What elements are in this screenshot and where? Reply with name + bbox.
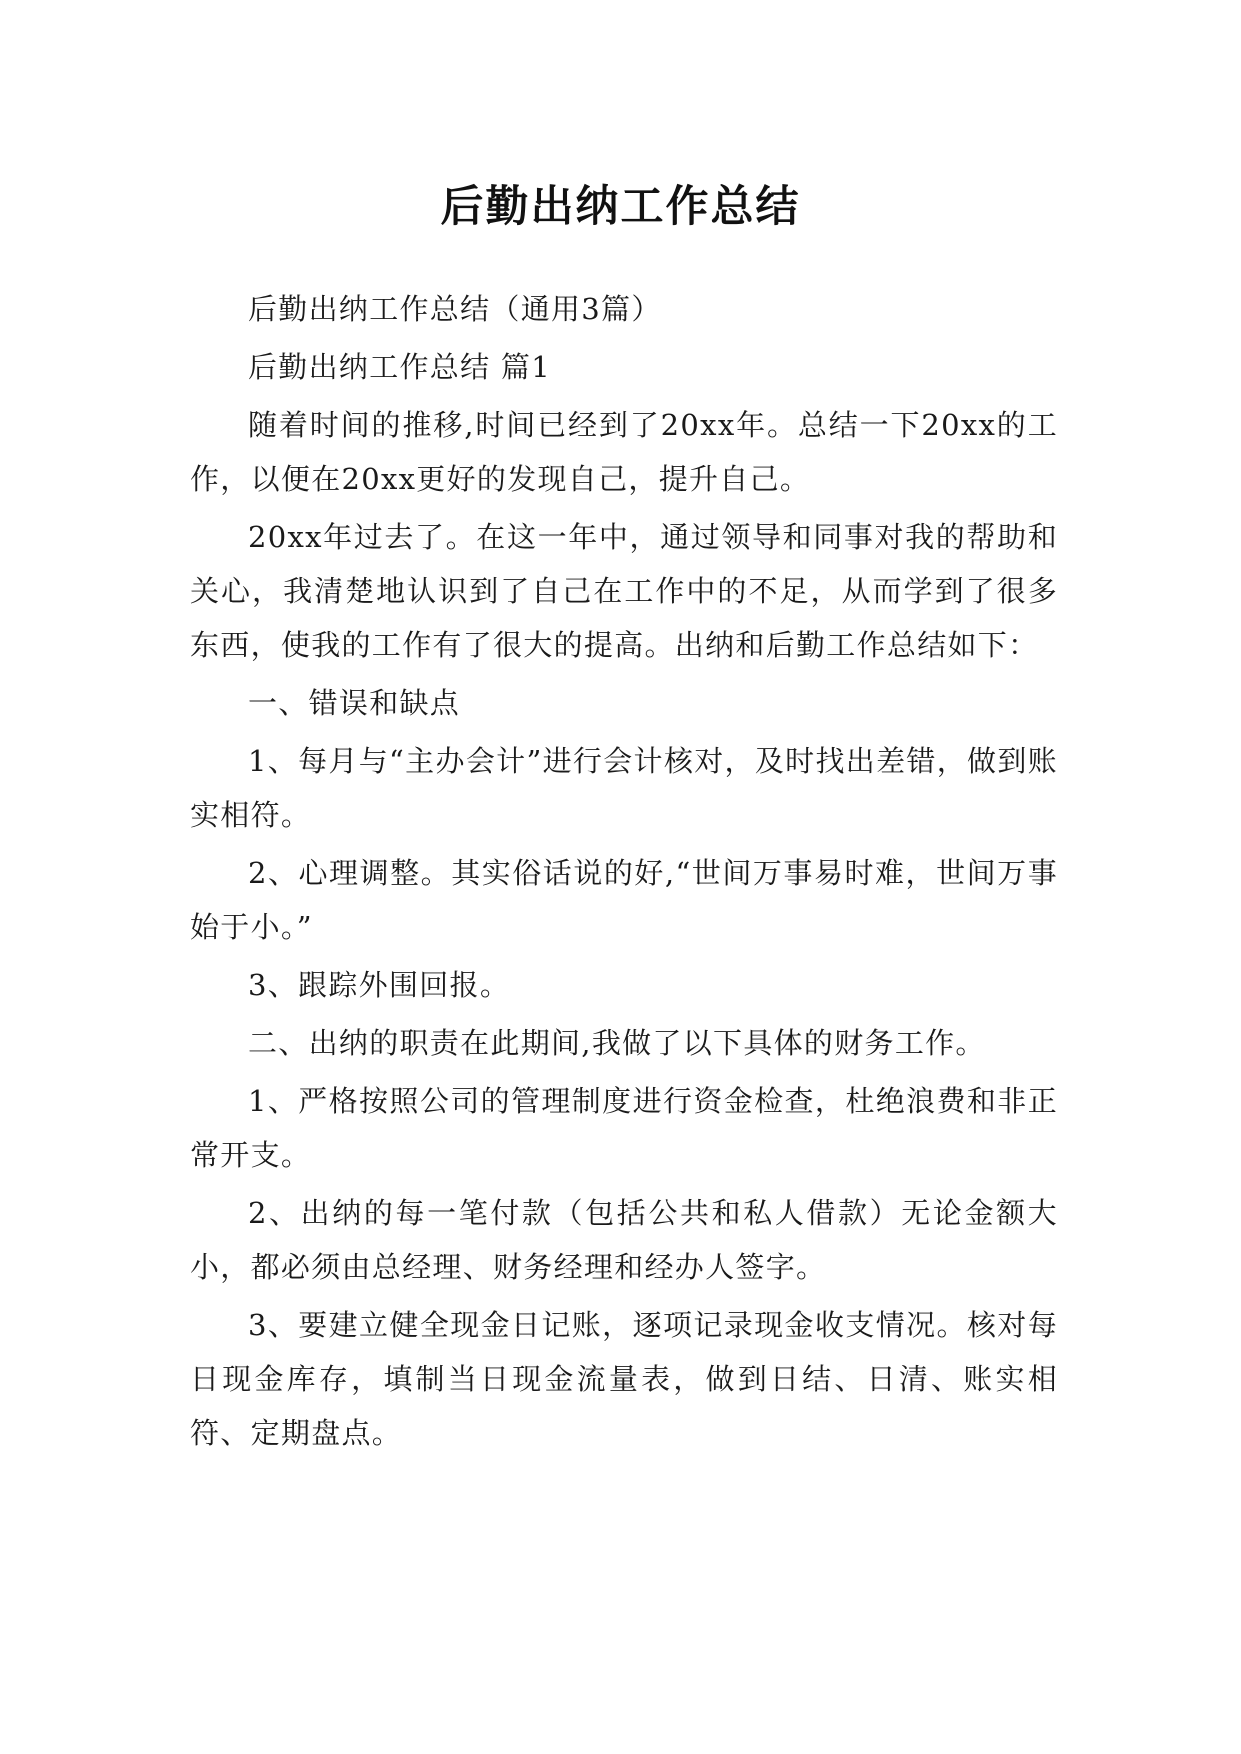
body-paragraph: 20xx年过去了。在这一年中，通过领导和同事对我的帮助和关心，我清楚地认识到了自己在工作中的不足，从而学到了很多东西，使我的工作有了很大的提高。出纳和后勤工作总结如下：	[190, 520, 1058, 662]
document-body	[190, 282, 1058, 1464]
list-item: 1、严格按照公司的管理制度进行资金检查，杜绝浪费和非正常开支。	[190, 1084, 1058, 1172]
list-item: 3、跟踪外围回报。	[248, 968, 511, 1002]
subsection-heading: 二、出纳的职责在此期间,我做了以下具体的财务工作。	[248, 1026, 986, 1060]
subsection-heading: 一、错误和缺点	[248, 686, 461, 720]
list-item: 3、要建立健全现金日记账，逐项记录现金收支情况。核对每日现金库存，填制当日现金流量表，做到日结、日清、账实相符、定期盘点。	[190, 1308, 1058, 1450]
list-item: 1、每月与“主办会计”进行会计核对，及时找出差错，做到账实相符。	[190, 744, 1058, 832]
list-item: 2、心理调整。其实俗话说的好,“世间万事易时难，世间万事始于小。”	[190, 856, 1058, 944]
section-heading: 后勤出纳工作总结 篇1	[248, 350, 551, 384]
body-paragraph: 随着时间的推移,时间已经到了20xx年。总结一下20xx的工作，以便在20xx更好的发现自己，提升自己。	[190, 408, 1058, 496]
document-title: 后勤出纳工作总结	[440, 181, 801, 232]
subtitle-paragraph: 后勤出纳工作总结（通用3篇）	[248, 292, 662, 326]
list-item: 2、出纳的每一笔付款（包括公共和私人借款）无论金额大小，都必须由总经理、财务经理和经办人签字。	[190, 1196, 1058, 1284]
